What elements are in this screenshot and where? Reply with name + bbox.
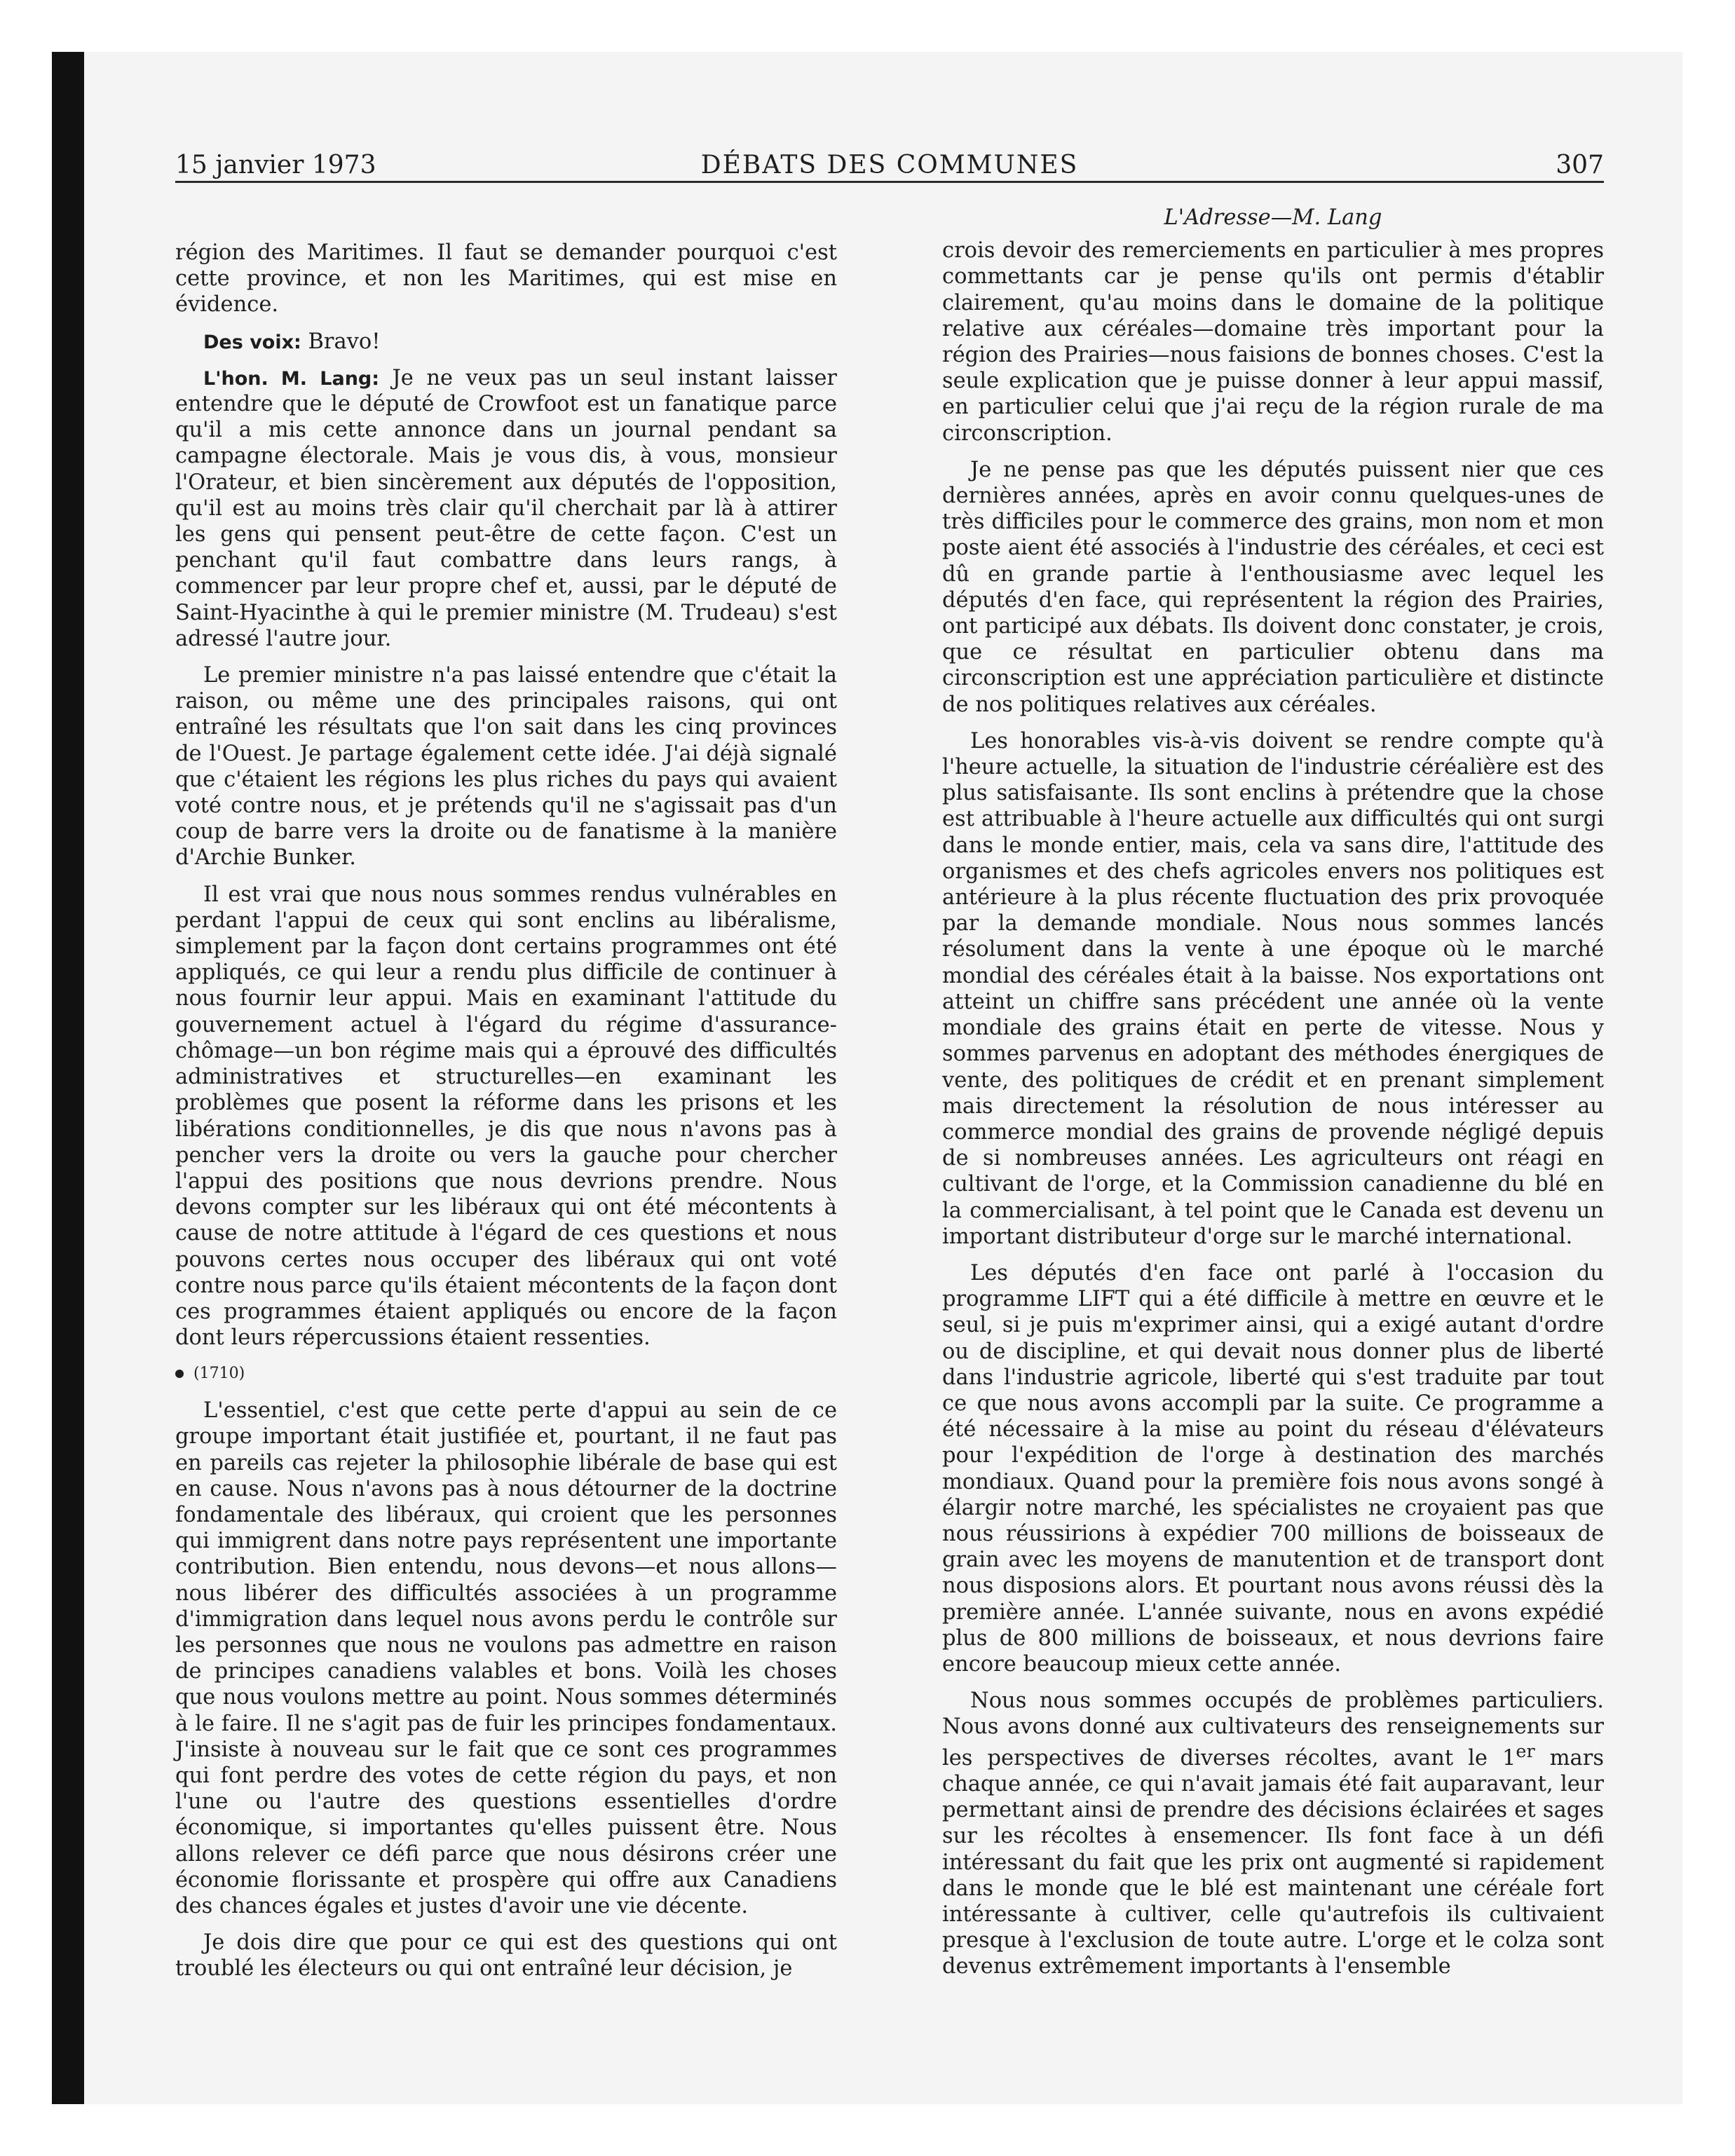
right-paragraph-1: crois devoir des remerciements en particulier à mes propres commettants car je pense qu'ils ont permis d'établir clairement, qu'au moins dans le domaine de la politique relative aux céréales—domaine très important pour la région des Prairies—nous faisions de bonnes choses. C'est la seule explication que je puisse donner à leur appui massif, en particulier celui que j'ai reçu de la région rurale de ma circonscription. (942, 238, 1604, 446)
document-page (175, 144, 1604, 2079)
header-title: DÉBATS DES COMMUNES (700, 151, 1079, 179)
right-paragraph-2: Je ne pense pas que les députés puissent nier que ces dernières années, après en avoir connu quelques-unes de très difficiles pour le commerce des grains, mon nom et mon poste aient été associés à l'industrie des céréales, et ceci est dû en grande partie à l'enthousiasme avec lequel les députés d'en face, qui représentent la région des Prairies, ont participé aux débats. Ils doivent donc constater, je crois, que ce résultat en particulier obtenu dans ma circonscription est une appréciation particulière et distincte de nos politiques relatives aux céréales. (942, 457, 1604, 717)
left-paragraph-4: Le premier ministre n'a pas laissé entendre que c'était la raison, ou même une des principales raisons, qui ont entraîné les résultats que l'on sait dans les cinq provinces de l'Ouest. Je partage également cette idée. J'ai déjà signalé que c'étaient les régions les plus riches du pays qui avaient voté contre nous, et je prétends qu'il ne s'agissait pas d'un coup de barre vers la droite ou de fanatisme à la manière d'Archie Bunker. (175, 663, 837, 871)
left-paragraph-3 (175, 365, 837, 652)
right-paragraph-5 (942, 1688, 1604, 1979)
time-marker (175, 1365, 837, 1384)
left-column (175, 240, 837, 1993)
left-paragraph-6: L'essentiel, c'est que cette perte d'appui au sein de ce groupe important était justifiée et, pourtant, il ne faut pas en pareils cas rejeter la philosophie libérale de base qui est en cause. Nous n'avons pas à nous détourner de la doctrine fondamentale des libéraux, qui croient que les personnes qui immigrent dans notre pays représentent une importante contribution. Bien entendu, nous devons—et nous allons—nous libérer des difficultés associées à un programme d'immigration dans lequel nous avons perdu le contrôle sur les personnes que nous ne voulons pas admettre en raison de principes canadiens valables et bons. Voilà les choses que nous voulons mettre au point. Nous sommes déterminés à le faire. Il ne s'agit pas de fuir les principes fondamentaux. J'insiste à nouveau sur le fait que ce sont ces programmes qui font perdre des votes de cette région du pays, et non l'une ou l'autre des questions essentielles d'ordre économique, si importantes qu'elles puissent être. Nous allons relever ce défi parce que nous désirons créer une économie florissante et prospère qui offre aux Canadiens des chances égales et justes d'avoir une vie décente. (175, 1398, 837, 1919)
superscript: er (1516, 1740, 1535, 1761)
text-columns (175, 205, 1604, 2079)
left-paragraph-7: Je dois dire que pour ce qui est des questions qui ont troublé les électeurs ou qui ont entraîné leur décision, je (175, 1930, 837, 1981)
speech-text: Bravo! (301, 329, 381, 354)
header-page-number: 307 (1556, 151, 1604, 179)
header-date: 15 janvier 1973 (175, 151, 376, 179)
right-column (942, 205, 1604, 1991)
left-paragraph-2 (175, 329, 837, 355)
paragraph-text: mars chaque année, ce qui n'avait jamais été fait auparavant, leur permettant ainsi de prendre des décisions éclairées et sages sur les récoltes à ensemencer. Ils font face à un défi intéressant du fait que les prix ont augmenté si rapidement dans le monde que le blé est maintenant une céréale fort intéressante à cultiver, celle qu'autrefois ils cultivaient presque à l'exclusion de toute autre. L'orge et le colza sont devenus extrêmement importants à l'ensemble (942, 1745, 1604, 1979)
right-paragraph-3: Les honorables vis-à-vis doivent se rendre compte qu'à l'heure actuelle, la situation de l'industrie céréalière est des plus satisfaisante. Ils sont enclins à prétendre que la chose est attribuable à l'heure actuelle aux difficultés qui ont surgi dans le monde entier, mais, cela va sans dire, l'attitude des organismes et des chefs agricoles envers nos politiques est antérieure à la plus récente fluctuation des prix provoquée par la demande mondiale. Nous nous sommes lancés résolument dans la vente à une époque où le marché mondial des céréales était à la baisse. Nos exportations ont atteint un chiffre sans précédent une année où la vente mondiale des grains était en perte de vitesse. Nous y sommes parvenus en adoptant des méthodes énergiques de vente, des politiques de crédit et en prenant simplement mais directement la résolution de nous intéresser au commerce mondial des grains de provende négligé depuis de si nombreuses années. Les agriculteurs ont réagi en cultivant de l'orge, et la Commission canadienne du blé en la commercialisant, à tel point que le Canada est devenu un important distributeur d'orge sur le marché international. (942, 728, 1604, 1249)
left-paragraph-5: Il est vrai que nous nous sommes rendus vulnérables en perdant l'appui de ceux qui sont enclins au libéralisme, simplement par la façon dont certains programmes ont été appliqués, ce qui leur a rendu plus difficile de continuer à nous fournir leur appui. Mais en examinant l'attitude du gouvernement actuel à l'égard du régime d'assurance-chômage—un bon régime mais qui a éprouvé des difficultés administratives et structurelles—en examinant les problèmes que posent la réforme dans les prisons et les libérations conditionnelles, je dis que nous n'avons pas à pencher vers la droite ou vers la gauche pour chercher l'appui des positions que nous devrions prendre. Nous devons compter sur les libéraux qui ont été mécontents à cause de notre attitude à l'égard de ces questions et nous pouvons certes nous occuper des libéraux qui ont voté contre nous parce qu'ils étaient mécontents de la façon dont ces programmes étaient appliqués ou encore de la façon dont leurs répercussions étaient ressenties. (175, 882, 837, 1351)
bullet-dot-icon (175, 1370, 184, 1378)
time-marker-label: (1710) (193, 1365, 245, 1383)
running-head: L'Adresse—M. Lang (1164, 205, 1382, 230)
speech-text: Je ne veux pas un seul instant laisser entendre que le député de Crowfoot est un fanatique parce qu'il a mis cette annonce dans un journal pendant sa campagne électorale. Mais je vous dis, à vous, monsieur l'Orateur, et bien sincèrement aux députés de l'opposition, qu'il est au moins très clair qu'il cherchait par là à attirer les gens qui pensent peut-être de cette façon. C'est un penchant qu'il faut combattre dans leurs rangs, à commencer par leur propre chef et, aussi, par le député de Saint-Hyacinthe à qui le premier ministre (M. Trudeau) s'est adressé l'autre jour. (175, 365, 837, 651)
page-header (175, 144, 1604, 183)
speaker-label: Des voix: (203, 331, 301, 353)
speaker-label: L'hon. M. Lang: (203, 367, 380, 390)
binding-edge (52, 52, 84, 2104)
right-paragraph-4: Les députés d'en face ont parlé à l'occasion du programme LIFT qui a été difficile à mettre en œuvre et le seul, si je puis m'exprimer ainsi, qui a exigé autant d'ordre ou de discipline, et qui devait nous donner plus de liberté dans l'industrie agricole, liberté qui s'est traduite par tout ce que nous avons accompli par la suite. Ce programme a été nécessaire à la mise au point du réseau d'élévateurs pour l'expédition de l'orge à destination des marchés mondiaux. Quand pour la première fois nous avons songé à élargir notre marché, les spécialistes ne croyaient pas que nous réussirions à expédier 700 millions de boisseaux de grain avec les moyens de manutention et de transport dont nous disposions alors. Et pourtant nous avons réussi dès la première année. L'année suivante, nous en avons expédié plus de 800 millions de boisseaux, et nous devrions faire encore beaucoup mieux cette année. (942, 1260, 1604, 1677)
left-paragraph-1: région des Maritimes. Il faut se demander pourquoi c'est cette province, et non les Maritimes, qui est mise en évidence. (175, 240, 837, 318)
paragraph-text: Nous nous sommes occupés de problèmes particuliers. Nous avons donné aux cultivateurs des renseignements sur les perspectives de diverses récoltes, avant le 1 (942, 1688, 1604, 1770)
